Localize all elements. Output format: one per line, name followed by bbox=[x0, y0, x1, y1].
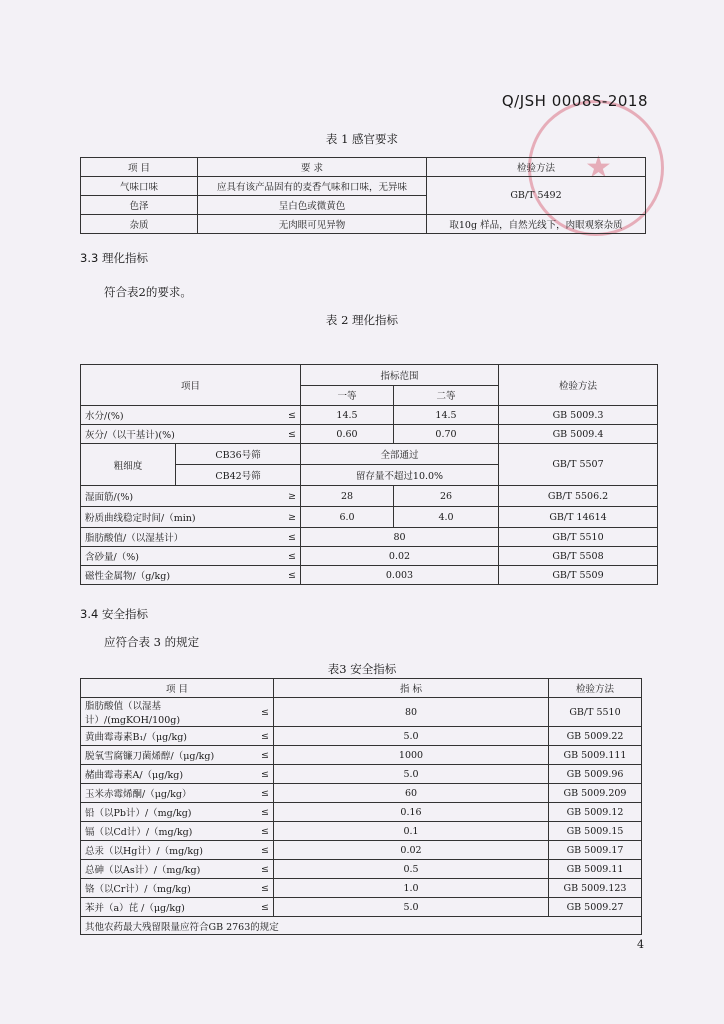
t3-item: 铬（以Cr计）/（mg/kg) bbox=[81, 879, 250, 898]
t2-item: 磁性金属物/（g/kg) bbox=[81, 566, 277, 585]
t2-g1: 6.0 bbox=[301, 507, 394, 528]
t3-sym: ≤ bbox=[249, 727, 274, 746]
t3-sym: ≤ bbox=[249, 803, 274, 822]
t3-val: 80 bbox=[274, 698, 549, 727]
t2-g2: 4.0 bbox=[394, 507, 499, 528]
t2-sieve42: CB42号筛 bbox=[176, 465, 301, 486]
t3-method: GB 5009.27 bbox=[549, 898, 642, 917]
t3-method: GB 5009.15 bbox=[549, 822, 642, 841]
t3-item: 脂肪酸值（以湿基计）/(mgKOH/100g) bbox=[81, 698, 250, 727]
t3-val: 0.1 bbox=[274, 822, 549, 841]
t2-sym: ≤ bbox=[276, 528, 301, 547]
section-3-3-text: 符合表2的要求。 bbox=[104, 285, 192, 299]
t3-method: GB 5009.11 bbox=[549, 860, 642, 879]
t2-fineness-label: 粗细度 bbox=[81, 444, 176, 486]
t3-sym: ≤ bbox=[249, 784, 274, 803]
t2-method: GB/T 5508 bbox=[499, 547, 658, 566]
table2-physicochemical bbox=[80, 364, 658, 585]
seal-star-icon: ★ bbox=[585, 150, 612, 185]
t2-val: 0.003 bbox=[301, 566, 499, 585]
t2-fineness-method: GB/T 5507 bbox=[499, 444, 658, 486]
t3-val: 60 bbox=[274, 784, 549, 803]
t2-header-grade1: 一等 bbox=[301, 385, 394, 406]
t2-item: 粉质曲线稳定时间/（min) bbox=[81, 507, 277, 528]
t2-sym: ≤ bbox=[276, 406, 301, 425]
t2-sym: ≤ bbox=[276, 425, 301, 444]
t2-item: 湿面筋/(%) bbox=[81, 486, 277, 507]
t3-method: GB 5009.17 bbox=[549, 841, 642, 860]
t3-item: 脱氧雪腐镰刀菌烯醇/（μg/kg) bbox=[81, 746, 250, 765]
t2-val: 0.02 bbox=[301, 547, 499, 566]
t3-val: 1.0 bbox=[274, 879, 549, 898]
t1-item: 色泽 bbox=[81, 196, 198, 215]
table2-caption: 表 2 理化指标 bbox=[325, 313, 399, 327]
t2-g1: 14.5 bbox=[301, 406, 394, 425]
t1-item: 杂质 bbox=[81, 215, 198, 234]
t2-method: GB/T 5510 bbox=[499, 528, 658, 547]
t2-sym: ≤ bbox=[276, 566, 301, 585]
t2-g2: 0.70 bbox=[394, 425, 499, 444]
t3-sym: ≤ bbox=[249, 765, 274, 784]
t2-sym: ≥ bbox=[276, 507, 301, 528]
t1-header-method: 检验方法 bbox=[427, 158, 646, 177]
t3-val: 0.02 bbox=[274, 841, 549, 860]
t3-item: 黄曲霉毒素B₁/（μg/kg) bbox=[81, 727, 250, 746]
t2-g1: 28 bbox=[301, 486, 394, 507]
t3-sym: ≤ bbox=[249, 841, 274, 860]
t3-sym: ≤ bbox=[249, 822, 274, 841]
t2-item: 水分/(%) bbox=[81, 406, 277, 425]
table3-caption: 表3 安全指标 bbox=[327, 662, 397, 676]
t3-header-method: 检验方法 bbox=[549, 679, 642, 698]
t3-sym: ≤ bbox=[249, 746, 274, 765]
t3-method: GB 5009.209 bbox=[549, 784, 642, 803]
t2-item: 灰分/（以干基计)(%) bbox=[81, 425, 277, 444]
t3-val: 0.16 bbox=[274, 803, 549, 822]
t3-sym: ≤ bbox=[249, 898, 274, 917]
t2-item: 含砂量/（%) bbox=[81, 547, 277, 566]
t2-sieve36: CB36号筛 bbox=[176, 444, 301, 465]
t3-item: 总砷（以As计）/（mg/kg) bbox=[81, 860, 250, 879]
t2-method: GB 5009.3 bbox=[499, 406, 658, 425]
t1-req: 呈白色或微黄色 bbox=[198, 196, 427, 215]
t3-item: 赭曲霉毒素A/（μg/kg) bbox=[81, 765, 250, 784]
t2-header-grade2: 二等 bbox=[394, 385, 499, 406]
t3-method: GB 5009.22 bbox=[549, 727, 642, 746]
t3-item: 苯并（a）芘 /（μg/kg) bbox=[81, 898, 250, 917]
t2-sieve42-val: 留存量不超过10.0% bbox=[301, 465, 499, 486]
t1-header-item: 项 目 bbox=[81, 158, 198, 177]
t3-val: 5.0 bbox=[274, 898, 549, 917]
t2-g1: 0.60 bbox=[301, 425, 394, 444]
t1-req: 应具有该产品固有的麦香气味和口味，无异味 bbox=[198, 177, 427, 196]
t3-header-item: 项 目 bbox=[81, 679, 274, 698]
section-3-4-text: 应符合表 3 的规定 bbox=[104, 635, 200, 649]
section-3-3-title: 3.3 理化指标 bbox=[80, 251, 148, 265]
t3-method: GB 5009.111 bbox=[549, 746, 642, 765]
document-code: Q/JSH 0008S-2018 bbox=[501, 92, 648, 110]
table3-safety bbox=[80, 678, 642, 935]
t3-method: GB/T 5510 bbox=[549, 698, 642, 727]
t2-sym: ≤ bbox=[276, 547, 301, 566]
t1-method: GB/T 5492 bbox=[427, 177, 646, 215]
t3-item: 总汞（以Hg计）/（mg/kg) bbox=[81, 841, 250, 860]
t3-sym: ≤ bbox=[249, 698, 274, 727]
t3-method: GB 5009.96 bbox=[549, 765, 642, 784]
t3-val: 1000 bbox=[274, 746, 549, 765]
t3-method: GB 5009.12 bbox=[549, 803, 642, 822]
t1-header-req: 要 求 bbox=[198, 158, 427, 177]
t2-sieve36-val: 全部通过 bbox=[301, 444, 499, 465]
t2-method: GB/T 5506.2 bbox=[499, 486, 658, 507]
t2-method: GB/T 14614 bbox=[499, 507, 658, 528]
t2-g2: 14.5 bbox=[394, 406, 499, 425]
t2-header-method: 检验方法 bbox=[499, 365, 658, 406]
page-number: 4 bbox=[637, 938, 644, 951]
t3-item: 镉（以Cd计）/（mg/kg) bbox=[81, 822, 250, 841]
t3-method: GB 5009.123 bbox=[549, 879, 642, 898]
t2-method: GB/T 5509 bbox=[499, 566, 658, 585]
t3-val: 5.0 bbox=[274, 765, 549, 784]
t3-sym: ≤ bbox=[249, 879, 274, 898]
t1-req: 无肉眼可见异物 bbox=[198, 215, 427, 234]
table1-caption: 表 1 感官要求 bbox=[325, 132, 399, 146]
t1-item: 气味口味 bbox=[81, 177, 198, 196]
t2-header-item: 项目 bbox=[81, 365, 301, 406]
t2-g2: 26 bbox=[394, 486, 499, 507]
t2-val: 80 bbox=[301, 528, 499, 547]
section-3-4-title: 3.4 安全指标 bbox=[80, 607, 148, 621]
t3-footer-note: 其他农药最大残留限量应符合GB 2763的规定 bbox=[81, 917, 642, 935]
t2-header-range: 指标范围 bbox=[301, 365, 499, 386]
t3-val: 0.5 bbox=[274, 860, 549, 879]
t3-item: 玉米赤霉烯酮/（μg/kg） bbox=[81, 784, 250, 803]
t3-header-val: 指 标 bbox=[274, 679, 549, 698]
t3-sym: ≤ bbox=[249, 860, 274, 879]
t2-item: 脂肪酸值/（以湿基计） bbox=[81, 528, 277, 547]
t3-item: 铅（以Pb计）/（mg/kg) bbox=[81, 803, 250, 822]
t3-val: 5.0 bbox=[274, 727, 549, 746]
t2-sym: ≥ bbox=[276, 486, 301, 507]
table1-sensory bbox=[80, 157, 646, 234]
t1-method: 取10g 样品，自然光线下，肉眼观察杂质 bbox=[427, 215, 646, 234]
t2-method: GB 5009.4 bbox=[499, 425, 658, 444]
